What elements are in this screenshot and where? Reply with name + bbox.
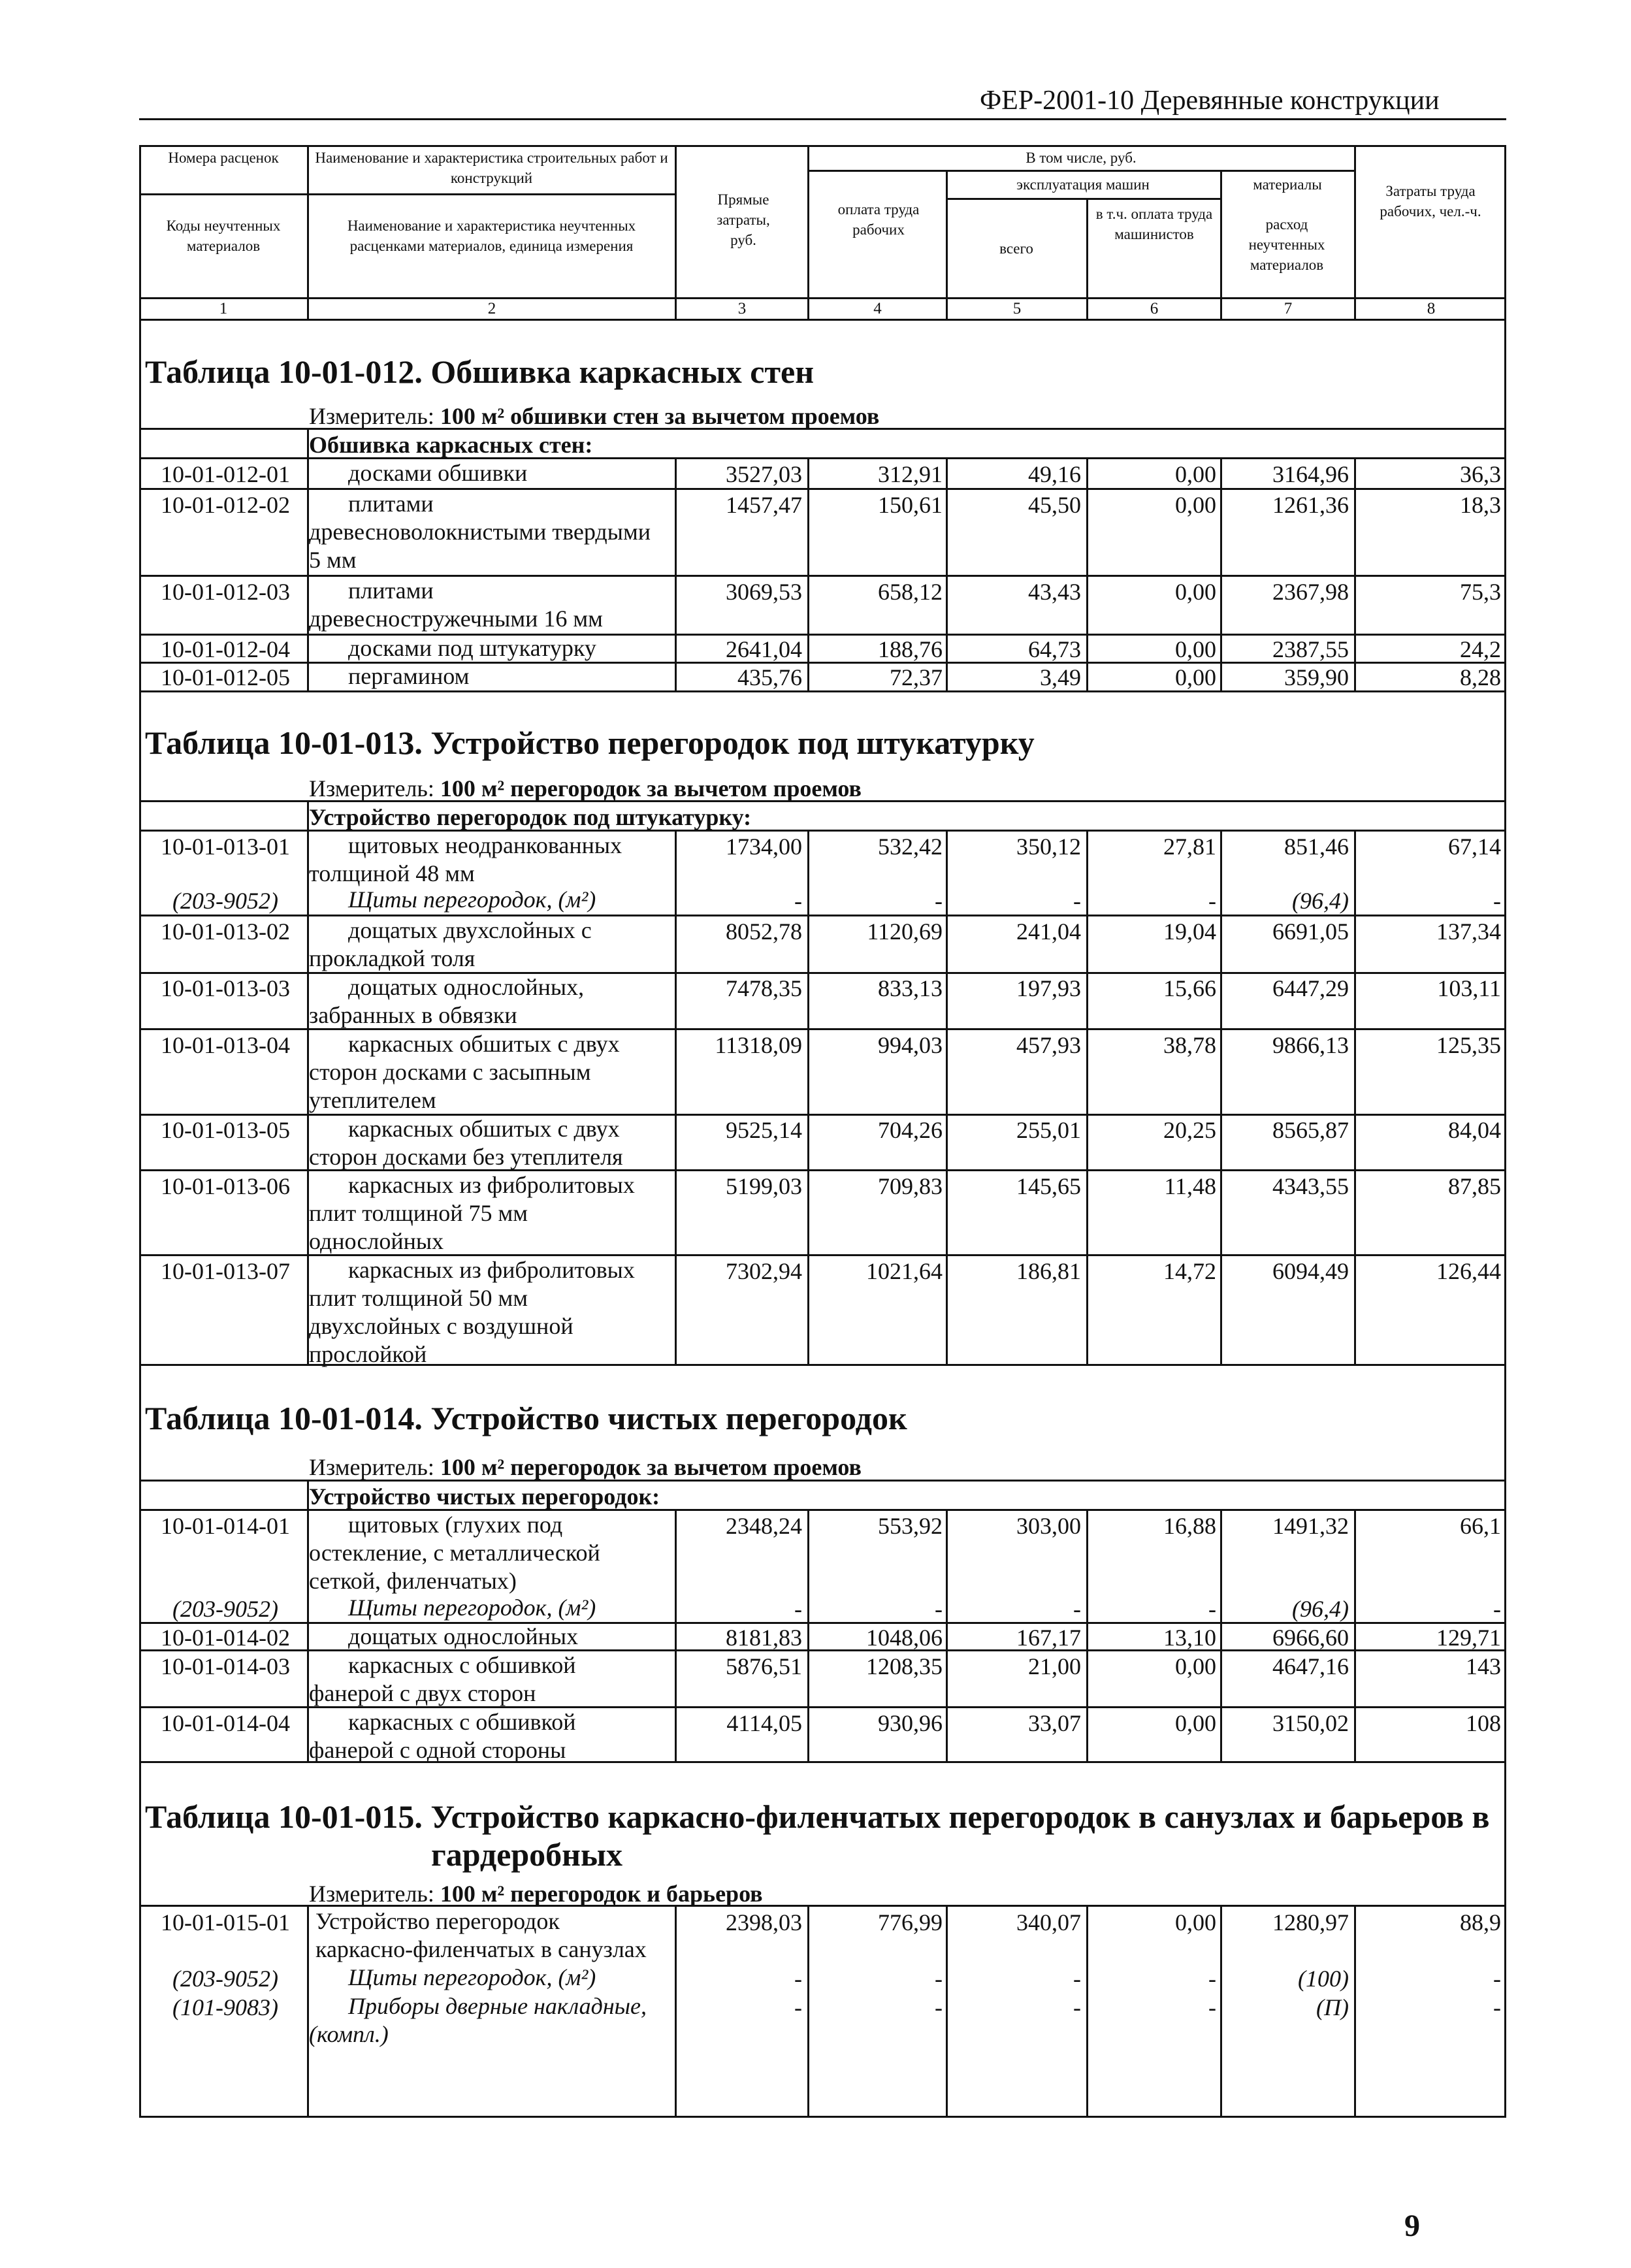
header-including: В том числе, руб. [1025,150,1137,166]
work-name-line: пергамином [348,663,470,689]
materials: 6094,49 [1272,1258,1349,1284]
labor-hours: 67,14 [1448,834,1501,860]
work-name [309,1171,675,1256]
work-name-line: каркасных обшитых с двух [348,1116,620,1142]
materials: 4343,55 [1272,1173,1349,1199]
table-title-continued: гардеробных [431,1836,622,1873]
material-code: (203-9052) [172,888,278,914]
header-operator-pay: в т.ч. оплата труда машинистов [1095,206,1213,242]
labor-pay: 1021,64 [866,1258,943,1284]
header-divider [946,198,1220,200]
page-number: 9 [1404,2209,1420,2243]
work-name-line: прокладкой толя [309,945,476,971]
direct-costs: - [794,1994,802,2020]
table-measure [309,402,879,430]
labor-hours: 75,3 [1460,579,1501,605]
machines-total: - [1073,1994,1081,2020]
measure-label: Измеритель: [309,1454,434,1480]
labor-pay: 532,42 [878,834,943,860]
column-number: 1 [219,300,228,317]
material-code: (203-9052) [172,1966,278,1992]
measure-label: Измеритель: [309,403,434,429]
labor-pay: 776,99 [878,1909,943,1936]
work-name-line: двухслойных с воздушной [309,1313,573,1339]
operator-pay: 16,88 [1163,1513,1216,1539]
work-name [309,1256,675,1369]
work-name-line: плитами [348,577,434,604]
materials: 1491,32 [1272,1513,1349,1539]
rate-code: 10-01-012-02 [161,492,290,518]
labor-pay: 833,13 [878,975,943,1001]
work-name-line: каркасных обшитых с двух [348,1031,620,1057]
operator-pay: - [1208,1994,1216,2020]
work-name-line: древесноволокнистыми твердыми [309,519,651,545]
work-name-line: каркасных с обшивкой [348,1652,576,1678]
operator-pay: 0,00 [1175,579,1216,605]
table-title: Таблица 10-01-014. Устройство чистых перегородок [145,1400,907,1436]
work-name-line: щитовых (глухих под [348,1512,563,1538]
measure-value: 100 м² перегородок за вычетом проемов [440,1454,862,1480]
direct-costs: 9525,14 [726,1117,802,1143]
table-title: Таблица 10-01-013. Устройство перегородок под штукатурку [145,724,1035,761]
work-name [309,490,675,574]
labor-hours: 87,85 [1448,1173,1501,1199]
operator-pay: 0,00 [1175,461,1216,487]
labor-pay: - [935,1994,943,2020]
material-name-line: Щиты перегородок, (м²) [348,1595,596,1621]
rate-code: 10-01-013-06 [161,1173,290,1199]
materials: (96,4) [1292,888,1349,914]
work-name-line: забранных в обвязки [309,1002,517,1028]
work-name-line: каркасных с обшивкой [348,1709,576,1735]
work-name-line: дощатых двухслойных с [348,917,592,943]
work-name-line: плитами [348,491,434,517]
work-name-line: утеплителем [309,1087,436,1113]
machines-total: - [1073,1966,1081,1992]
work-name-line: каркасных из фибролитовых [348,1172,635,1198]
work-name [309,916,675,973]
labor-hours: 84,04 [1448,1117,1501,1143]
work-name-line: дощатых однослойных [348,1623,579,1649]
operator-pay: 0,00 [1175,664,1216,690]
column-divider [807,1511,809,1763]
work-name-line: сторон досками без утеплителя [309,1144,623,1170]
work-name-line: остекление, с металлической [309,1540,600,1566]
header-divider [139,319,1506,321]
header-materials: материалы [1253,176,1322,193]
header-divider [307,145,309,319]
materials: 4647,16 [1272,1653,1349,1679]
labor-hours: 129,71 [1436,1625,1501,1651]
direct-costs: 3527,03 [726,461,802,487]
work-name [309,1623,675,1651]
machines-total: - [1073,1596,1081,1622]
rate-code: 10-01-015-01 [161,1909,290,1936]
direct-costs: 4114,05 [726,1710,802,1736]
work-name [309,1511,675,1595]
labor-hours: 18,3 [1460,492,1501,518]
measure-label: Измеритель: [309,1881,434,1907]
header-labor-pay: оплата труда рабочих [837,201,920,238]
machines-total: 45,50 [1028,492,1081,518]
labor-pay: 1120,69 [867,918,943,945]
direct-costs: 2348,24 [726,1513,802,1539]
operator-pay: 0,00 [1175,492,1216,518]
labor-pay: 553,92 [878,1513,943,1539]
measure-value: 100 м² обшивки стен за вычетом проемов [440,403,880,429]
work-name [309,662,675,690]
direct-costs: 1734,00 [726,834,802,860]
work-name-line: прослойкой [309,1341,427,1367]
work-name-line: каркасно-филенчатых в санузлах [315,1936,647,1962]
title-rule [139,118,1506,120]
machines-total: 33,07 [1028,1710,1081,1736]
labor-hours: 66,1 [1460,1513,1501,1539]
column-divider [1086,1511,1088,1763]
machines-total: 145,65 [1016,1173,1081,1199]
materials: 2387,55 [1272,636,1349,662]
header-material-codes: Коды неучтенных материалов [166,218,281,254]
direct-costs: 8181,83 [726,1625,802,1651]
materials: 359,90 [1284,664,1349,690]
work-name [309,1030,675,1114]
materials: 9866,13 [1272,1032,1349,1058]
labor-hours: 36,3 [1460,461,1501,487]
header-labor-costs: Затраты труда рабочих, чел.-ч. [1380,183,1481,219]
rate-code: 10-01-014-04 [161,1710,290,1736]
materials: (96,4) [1292,1596,1349,1622]
operator-pay: 15,66 [1163,975,1216,1001]
column-number: 3 [737,300,747,317]
column-divider [946,1511,948,1763]
labor-hours: 137,34 [1436,918,1501,945]
operator-pay: 20,25 [1163,1117,1216,1143]
materials: (100) [1298,1966,1349,1992]
operator-pay: - [1208,888,1216,914]
column-number: 4 [873,300,882,317]
material-name-line: (компл.) [309,2021,389,2047]
header-material-consumption: расход неучтенных материалов [1248,216,1325,273]
materials: (П) [1316,1994,1349,2020]
machines-total: 3,49 [1040,664,1081,690]
work-name-line: дощатых однослойных, [348,974,585,1000]
labor-pay: 994,03 [878,1032,943,1058]
machines-total: 197,93 [1016,975,1081,1001]
header-direct-costs: Прямые затраты, руб. [717,191,770,248]
machines-total: 241,04 [1016,918,1081,945]
labor-pay: 930,96 [878,1710,943,1736]
rate-code: 10-01-012-01 [161,461,290,487]
column-divider [946,832,948,1366]
work-name [309,1115,675,1171]
machines-total: 186,81 [1016,1258,1081,1284]
labor-pay: 658,12 [878,579,943,605]
labor-pay: 72,37 [890,664,943,690]
labor-hours: - [1493,888,1501,914]
work-name-line: досками под штукатурку [348,635,596,661]
operator-pay: 27,81 [1163,834,1216,860]
labor-hours: 103,11 [1437,975,1501,1001]
labor-pay: 709,83 [878,1173,943,1199]
work-name-line: сеткой, филенчатых) [309,1568,517,1594]
labor-pay: 1048,06 [866,1625,943,1651]
labor-hours: - [1493,1966,1501,1992]
column-divider [1354,1511,1356,1763]
operator-pay: 11,48 [1164,1173,1216,1199]
table-measure [309,775,862,802]
work-name-line: толщиной 48 мм [309,860,475,886]
column-number: 7 [1284,300,1293,317]
work-name-line: 5 мм [309,547,357,573]
material-code: (203-9052) [172,1596,278,1622]
column-divider [807,1907,809,2118]
labor-hours: 108 [1466,1710,1501,1736]
rate-code: 10-01-012-05 [161,664,290,690]
rate-code: 10-01-014-03 [161,1653,290,1679]
measure-value: 100 м² перегородок за вычетом проемов [440,775,862,802]
materials: 6691,05 [1272,918,1349,945]
operator-pay: 0,00 [1175,636,1216,662]
direct-costs: 8052,78 [726,918,802,945]
materials: 851,46 [1284,834,1349,860]
machines-total: 43,43 [1028,579,1081,605]
work-name-line: щитовых неодранкованных [348,832,622,858]
labor-pay: 150,61 [878,492,943,518]
materials: 1280,97 [1272,1909,1349,1936]
group-heading: Устройство чистых перегородок: [309,1483,660,1510]
labor-hours: 8,28 [1460,664,1501,690]
header-divider [675,145,677,319]
labor-hours: 125,35 [1436,1032,1501,1058]
header-rate-numbers: Номера расценок [168,150,279,166]
rate-code: 10-01-014-01 [161,1513,290,1539]
table-measure [309,1880,763,1907]
column-divider [675,1511,677,1763]
rate-code: 10-01-014-02 [161,1625,290,1651]
machines-total: 64,73 [1028,636,1081,662]
column-number: 2 [487,300,496,317]
column-divider [1220,832,1222,1366]
column-divider [1354,1907,1356,2118]
labor-hours: 88,9 [1460,1909,1501,1936]
column-number: 8 [1427,300,1436,317]
work-name [309,1907,681,1964]
column-number: 6 [1150,300,1159,317]
materials: 2367,98 [1272,579,1349,605]
header-divider [139,297,1506,299]
work-name [309,1708,675,1764]
operator-pay: 13,10 [1163,1625,1216,1651]
operator-pay: 14,72 [1163,1258,1216,1284]
column-number: 5 [1012,300,1022,317]
materials: 3150,02 [1272,1710,1349,1736]
table-title: Таблица 10-01-015. Устройство каркасно-филенчатых перегородок в санузлах и барьеров в [145,1798,1490,1835]
direct-costs: 2641,04 [726,636,802,662]
machines-total: 49,16 [1028,461,1081,487]
header-material-name: Наименование и характеристика неучтенных расценками материалов, единица измерения [347,218,636,254]
operator-pay: 0,00 [1175,1653,1216,1679]
machines-total: 303,00 [1016,1513,1081,1539]
labor-pay: - [935,888,943,914]
document-title: ФЕР-2001-10 Деревянные конструкции [980,86,1440,116]
material-name-line: Щиты перегородок, (м²) [348,886,596,913]
rate-code: 10-01-013-07 [161,1258,290,1284]
header-machines: эксплуатация машин [1016,176,1150,193]
machines-total: 255,01 [1016,1117,1081,1143]
table-title: Таблица 10-01-012. Обшивка каркасных стен [145,353,814,390]
work-name-line: досками обшивки [348,460,528,486]
operator-pay: - [1208,1596,1216,1622]
column-divider [1220,1511,1222,1763]
column-divider [1086,1907,1088,2118]
direct-costs: 11318,09 [715,1032,802,1058]
machines-total: 350,12 [1016,834,1081,860]
work-name [309,634,675,662]
column-divider [1086,832,1088,1366]
measure-value: 100 м² перегородок и барьеров [440,1881,763,1907]
material-name [309,1594,675,1622]
rate-code: 10-01-013-02 [161,918,290,945]
material-name-line: Щиты перегородок, (м²) [348,1964,596,1990]
work-name [309,577,675,633]
column-divider [1220,1907,1222,2118]
labor-hours: 24,2 [1460,636,1501,662]
work-name [309,1651,675,1708]
rate-code: 10-01-012-03 [161,579,290,605]
direct-costs: 3069,53 [726,579,802,605]
work-name-line: плит толщиной 75 мм [309,1200,528,1226]
direct-costs: 7478,35 [726,975,802,1001]
direct-costs: 5876,51 [726,1653,802,1679]
materials: 6447,29 [1272,975,1349,1001]
material-name-line: Приборы дверные накладные, [348,1993,647,2019]
work-name [309,832,675,888]
material-name [309,886,675,914]
material-code: (101-9083) [172,1994,278,2020]
column-divider [807,832,809,1366]
labor-pay: 704,26 [878,1117,943,1143]
rate-code: 10-01-013-01 [161,834,290,860]
column-divider [675,832,677,1366]
column-divider [946,1907,948,2118]
labor-hours: 143 [1466,1653,1501,1679]
operator-pay: 38,78 [1163,1032,1216,1058]
labor-pay: - [935,1596,943,1622]
machines-total: 167,17 [1016,1625,1081,1651]
direct-costs: - [794,1966,802,1992]
header-machines-total: всего [999,240,1033,257]
material-name [309,1992,675,2049]
work-name-line: фанерой с одной стороны [309,1737,566,1763]
work-name-line: однослойных [309,1228,444,1254]
work-name-line: сторон досками с засыпным [309,1059,591,1085]
work-name-line: древесностружечными 16 мм [309,606,603,632]
operator-pay: - [1208,1966,1216,1992]
labor-pay: 1208,35 [866,1653,943,1679]
labor-pay: - [935,1966,943,1992]
direct-costs: 2398,03 [726,1909,802,1936]
materials: 8565,87 [1272,1117,1349,1143]
work-name [309,973,675,1029]
work-name-line: фанерой с двух сторон [309,1680,536,1706]
machines-total: 457,93 [1016,1032,1081,1058]
direct-costs: 1457,47 [726,492,802,518]
header-divider [807,170,1354,172]
machines-total: - [1073,888,1081,914]
measure-label: Измеритель: [309,775,434,802]
direct-costs: 7302,94 [726,1258,802,1284]
materials: 1261,36 [1272,492,1349,518]
machines-total: 340,07 [1016,1909,1081,1936]
table-measure [309,1453,862,1481]
column-divider [1354,832,1356,1366]
operator-pay: 19,04 [1163,918,1216,945]
material-name [309,1964,675,1992]
work-name [309,459,675,487]
machines-total: 21,00 [1028,1653,1081,1679]
rate-code: 10-01-013-05 [161,1117,290,1143]
work-name-line: плит толщиной 50 мм [309,1285,528,1311]
work-name-line: Устройство перегородок [315,1908,560,1934]
group-heading: Обшивка каркасных стен: [309,432,593,458]
work-name-line: каркасных из фибролитовых [348,1257,635,1283]
direct-costs: - [794,888,802,914]
direct-costs: 435,76 [737,664,802,690]
labor-hours: - [1493,1994,1501,2020]
operator-pay: 0,00 [1175,1909,1216,1936]
labor-hours: - [1493,1596,1501,1622]
direct-costs: - [794,1596,802,1622]
materials: 3164,96 [1272,461,1349,487]
header-work-name: Наименование и характеристика строительных работ и конструкций [315,150,668,186]
rate-code: 10-01-013-03 [161,975,290,1001]
materials: 6966,60 [1272,1625,1349,1651]
labor-pay: 312,91 [878,461,943,487]
rate-code: 10-01-012-04 [161,636,290,662]
header-divider [1354,145,1356,319]
group-heading: Устройство перегородок под штукатурку: [309,804,752,830]
labor-hours: 126,44 [1436,1258,1501,1284]
labor-pay: 188,76 [878,636,943,662]
operator-pay: 0,00 [1175,1710,1216,1736]
direct-costs: 5199,03 [726,1173,802,1199]
rate-code: 10-01-013-04 [161,1032,290,1058]
header-divider [139,193,675,195]
